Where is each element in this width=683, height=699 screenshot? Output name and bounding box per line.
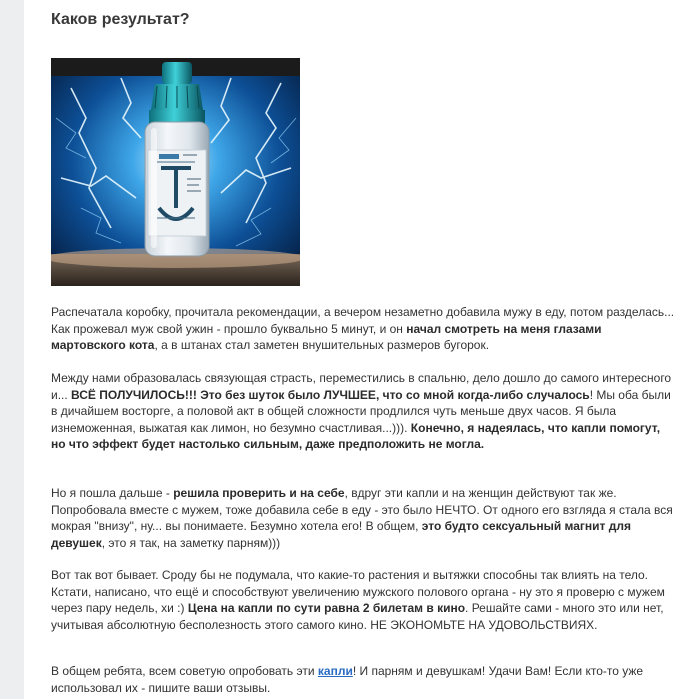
paragraph-bold-text: ВСЁ ПОЛУЧИЛОСЬ!!! Это без шуток было ЛУЧШЕЕ, что со мной когда-либо случалось [71, 387, 590, 402]
article-paragraph-5 [51, 663, 676, 696]
paragraph-text: , это я так, на заметку парням))) [101, 535, 281, 550]
paragraph-text: Вот так вот бывает. Сроду бы не подумала, что какие-то растения и вытяжки способны так влиять на тело. Кстати, написано, что ещё и способствуют увеличению мужского полового органа - ну это я проверю с мужем через пару недель, хи :) [51, 568, 665, 615]
paragraph-bold-text: это будто сексуальный магнит для девушек [51, 519, 631, 550]
paragraph-bold-text: начал смотреть на меня глазами мартовского кота [51, 321, 602, 352]
paragraph-bold-text: Конечно, я надеялась, что капли помогут, но что эффект будет настолько сильным, даже предположить не могла. [51, 420, 661, 451]
paragraph-text: ! Мы оба были в дичайшем восторге, а половой акт в общей сложности продлился чуть меньше двух часов. Я была изнеможенная, выжатая как лимон, но безумно счастливая...))). [51, 387, 671, 435]
paragraph-text: . Решайте сами - много это или нет, учитывая абсолютную бесполезность этого самого кино. НЕ ЭКОНОМЬТЕ НА УДОВОЛЬСТВИЯХ. [51, 601, 664, 632]
paragraph-text: , а в штанах стал заметен внушительных размеров бугорок. [154, 338, 490, 352]
drops-product-link[interactable]: капли [317, 664, 353, 678]
paragraph-text: Распечатала коробку, прочитала рекомендации, а вечером незаметно добавила мужу в еду, потом разделась... Как прожевал муж свой ужин - прошло буквально 5 минут, и он [51, 305, 675, 336]
product-bottle-image [51, 58, 300, 286]
paragraph-bold-text: решила проверить и на себе [173, 486, 345, 500]
article-paragraph-3 [51, 485, 676, 551]
article-paragraph-4 [51, 567, 676, 633]
paragraph-text: , вдруг эти капли и на женщин действуют так же. Попробовала вместе с мужем, тоже добавила себе в еду - это было НЕЧТО. От одного его взгляда я стала вся мокрая "внизу", ну... вы понимаете. Безумно хотела его! В общем, [51, 486, 673, 533]
product-bottle-illustration [51, 58, 300, 286]
left-sidebar-stripe [0, 0, 24, 699]
paragraph-text: ! И парням и девушкам! Удачи Вам! Если кто-то уже использовал их - пишите ваши отзывы. [51, 664, 644, 695]
article-heading: Каков результат? [51, 11, 190, 28]
paragraph-text: Между нами образовалась связующая страсть, переместились в спальню, дело дошло до самого интересного и... [51, 371, 672, 402]
paragraph-text: В общем ребята, всем советую опробовать эти [51, 664, 318, 678]
article-paragraph-1 [51, 304, 676, 354]
paragraph-text: Но я пошла дальше - [51, 486, 174, 500]
paragraph-bold-text: Цена на капли по сути равна 2 билетам в кино [187, 601, 466, 615]
article-paragraph-2 [51, 370, 676, 453]
